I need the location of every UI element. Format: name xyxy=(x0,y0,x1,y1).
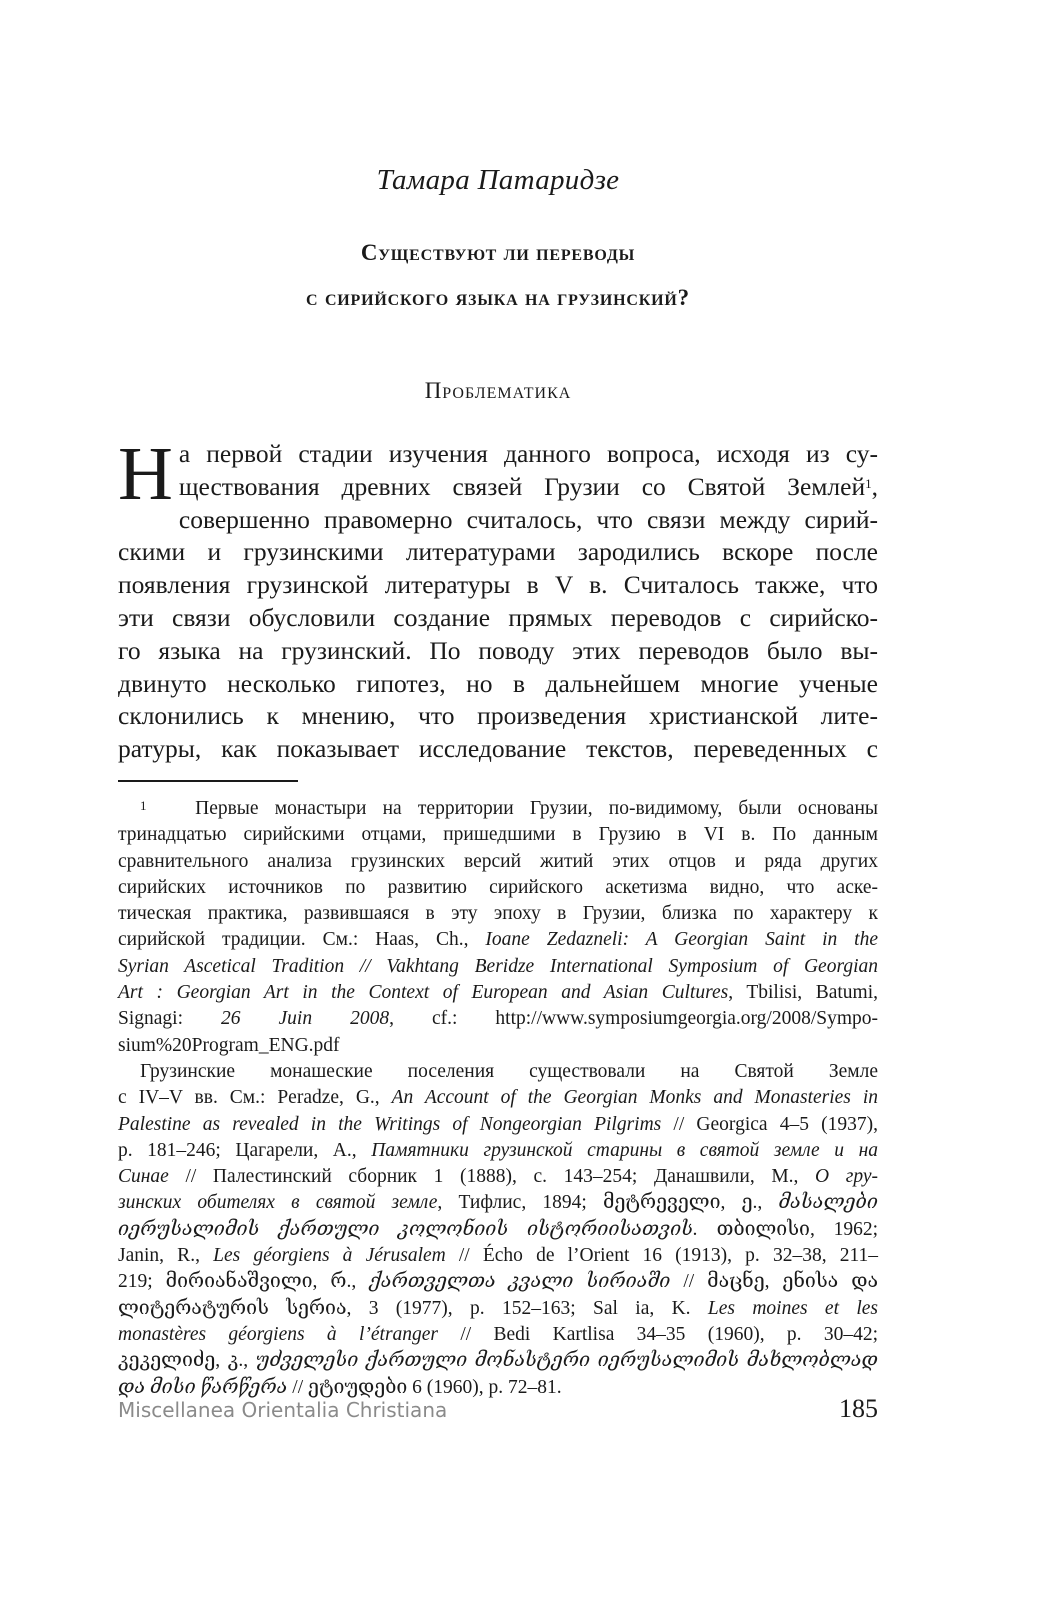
body-line: совершенно правомерно считалось, что связи между сирий- xyxy=(178,504,878,534)
footnote-italic: Syrian Ascetical Tradition // Vakhtang Beridze International Symposium of Georgian xyxy=(118,955,878,977)
footnote-text: // Écho de l’Orient 16 (1913), p. 32–38, 211– xyxy=(445,1245,879,1267)
footnote-line xyxy=(118,796,878,822)
footnote-line xyxy=(118,1243,878,1269)
body-line xyxy=(118,471,878,504)
footnote-line xyxy=(118,1006,878,1032)
footnote-line: Грузинские монашеские поселения существовали на Святой Земле xyxy=(140,1060,878,1082)
footnote-italic: Синае xyxy=(118,1166,169,1188)
footnote-text: 219; მირიანაშვილი, რ., xyxy=(118,1271,357,1293)
drop-cap: Н xyxy=(118,432,173,516)
body-line: склонились к мнению, что произведения христианской лите- xyxy=(118,701,878,731)
footnote-italic: зинских обителях в святой земле xyxy=(118,1192,438,1214)
title-line-1: Существуют ли переводы xyxy=(360,240,636,265)
footnote-text: ლიტერატურის სერია, 3 (1977), p. 152–163; Sal ia, K. xyxy=(118,1297,691,1319)
author-name: Тамара Патаридзе xyxy=(376,164,620,196)
body-line: а первой стадии изучения данного вопроса, исходя из су- xyxy=(178,439,878,468)
footnote-line[interactable]: sium%20Program_ENG.pdf xyxy=(118,1034,340,1056)
footnote-text: // Bedi Kartlisa 34–35 (1960), p. 30–42; xyxy=(438,1323,878,1345)
footnote-link[interactable]: , cf.: http://www.symposiumgeorgia.org/2008/Sympo- xyxy=(389,1008,879,1030)
footnote-line xyxy=(118,1375,878,1401)
footnote-separator xyxy=(118,780,298,782)
footnote-line xyxy=(118,954,878,980)
section-heading: Проблематика xyxy=(424,378,572,403)
footnote-text: თბილისი, 1962; xyxy=(716,1218,878,1240)
footnote-text: сирийской традиции. См.: Haas, Ch., xyxy=(118,929,469,951)
footnote-line: тическая практика, развившаяся в эту эпоху в Грузии, близка по характеру к xyxy=(118,903,878,925)
footnote-line xyxy=(118,927,878,953)
footnote-line xyxy=(118,1112,878,1138)
footnote-number: 1 xyxy=(140,798,147,813)
footnote-text: с IV–V вв. См.: Peradze, G., xyxy=(118,1087,380,1109)
footnote-italic: უძველესი ქართული მონასტერი იერუსალიმის მახლობლად xyxy=(255,1350,879,1372)
footnote-ref[interactable]: 1 xyxy=(865,475,872,491)
footnote-line xyxy=(118,1348,878,1374)
footnote-line: сирийских источников по развитию сирийского аскетизма видно, что аске- xyxy=(118,876,878,898)
body-line: го языка на грузинский. По поводу этих переводов было вы- xyxy=(118,635,878,665)
footnote-italic: ქართველთა კვალი სირიაში xyxy=(369,1271,671,1293)
body-line: эти связи обусловили создание прямых переводов с сирийско- xyxy=(118,602,878,632)
footnote-line xyxy=(118,1296,878,1322)
footnote-line xyxy=(118,980,878,1006)
footnote-italic: Palestine as revealed in the Writings of Nongeorgian Pilgrims xyxy=(118,1113,662,1135)
footnote-italic: და მისი წარწერა xyxy=(118,1376,288,1398)
footnote-line xyxy=(118,1217,878,1243)
body-line: появления грузинской литературы в V в. Считалось также, что xyxy=(118,570,878,600)
article-title xyxy=(118,230,878,320)
footnote-italic: An Account of the Georgian Monks and Monasteries in xyxy=(391,1087,878,1109)
page xyxy=(118,0,878,1600)
footnote-line xyxy=(118,1322,878,1348)
footnote-line xyxy=(118,1269,878,1295)
footnote-line: сравнительного анализа грузинских версий житий этих отцов и ряда других xyxy=(118,850,878,872)
body-line-tail: , xyxy=(871,471,878,501)
footnote-italic: 26 Juin 2008 xyxy=(221,1008,390,1030)
footnote-text: Janin, R., xyxy=(118,1245,200,1267)
footnote xyxy=(118,796,878,1401)
footnote-text: , Tbilisi, Batumi, xyxy=(728,982,879,1004)
footnote-italic: monastères géorgiens à l’étranger xyxy=(118,1323,439,1345)
footnote-text: , Тифлис, 1894; მეტრეველი, ე., xyxy=(437,1192,763,1214)
footnote-italic: О гру- xyxy=(815,1166,879,1188)
footnote-text: // Georgica 4–5 (1937), xyxy=(661,1113,878,1135)
page-footer xyxy=(118,1394,878,1438)
footnote-text: // ეტიუდები 6 (1960), p. 72–81. xyxy=(287,1376,562,1398)
body-line: скими и грузинскими литературами зародились вскоре после xyxy=(118,537,878,567)
footnote-italic: Art : Georgian Art in the Context of European and Asian Cultures xyxy=(118,982,729,1004)
footnote-line xyxy=(118,1138,878,1164)
footnote-text: p. 181–246; Цагарели, А., xyxy=(118,1139,357,1161)
footnote-text: // Палестинский сборник 1 (1888), с. 143–254; Данашвили, М., xyxy=(168,1166,799,1188)
body-line: двинуто несколько гипотез, но в дальнейшем многие ученые xyxy=(118,668,878,698)
footnote-line xyxy=(118,1190,878,1216)
footnote-italic: Les géorgiens à Jérusalem xyxy=(213,1245,446,1267)
footnote-italic: Ioane Zedazneli: A Georgian Saint in the xyxy=(485,929,879,951)
title-line-2: с сирийского языка на грузинский? xyxy=(306,285,690,310)
body-line-text: ществования древних связей Грузии со Святой Землей xyxy=(178,471,866,501)
footnote-line xyxy=(118,1164,878,1190)
footnote-italic: Памятники грузинской старины в святой земле и на xyxy=(371,1139,879,1161)
footnote-line xyxy=(118,1085,878,1111)
footnote-italic: იერუსალიმის ქართული კოლონიის ისტორიისათვის. xyxy=(118,1218,698,1240)
body-line: ратуры, как показывает исследование текстов, переведенных с xyxy=(118,734,878,764)
footnote-text: Signagi: xyxy=(118,1008,184,1030)
footnote-italic: მასალები xyxy=(778,1192,878,1214)
footnote-text: // მაცნე, ენისა და xyxy=(670,1271,878,1293)
body-text xyxy=(118,432,878,766)
journal-title: Miscellanea Orientalia Christiana xyxy=(118,1398,448,1422)
footnote-line: тринадцатью сирийскими отцами, пришедшими в Грузию в VI в. По данным xyxy=(118,824,878,846)
footnote-text: კეკელიძე, კ., xyxy=(118,1350,249,1372)
page-number: 185 xyxy=(839,1394,878,1423)
footnote-italic: Les moines et les xyxy=(707,1297,879,1319)
footnote-text: Первые монастыри на территории Грузии, по-видимому, были основаны xyxy=(195,798,878,819)
